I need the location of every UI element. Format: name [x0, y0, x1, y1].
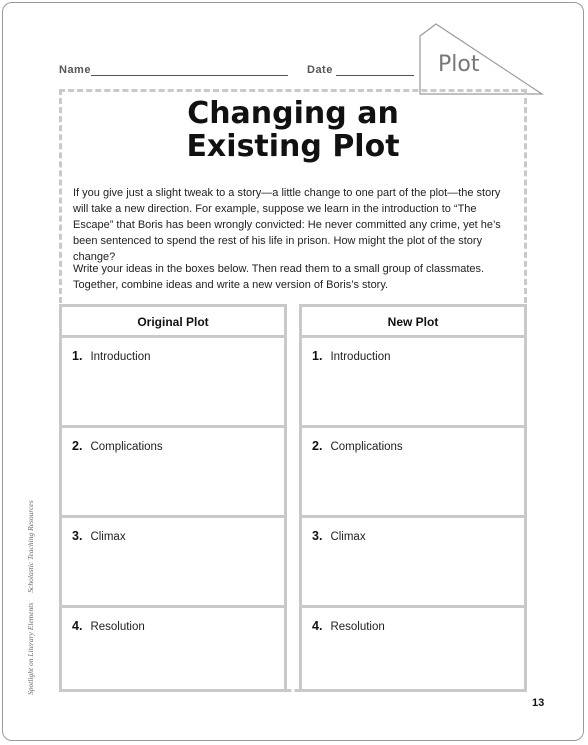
original-complications-box[interactable]	[62, 428, 284, 518]
new-plot-column	[299, 304, 527, 692]
name-label: Name	[59, 64, 91, 76]
title-line-1: Changing an	[187, 96, 399, 131]
row-label: Climax	[330, 531, 366, 543]
row-label: Complications	[330, 441, 403, 453]
new-complications-box[interactable]	[302, 428, 524, 518]
original-climax-box[interactable]	[62, 518, 284, 608]
page-title	[60, 97, 526, 163]
row-number: 3.	[312, 529, 323, 543]
row-label: Climax	[90, 531, 126, 543]
original-plot-header: Original Plot	[62, 307, 284, 338]
row-number: 1.	[312, 349, 323, 363]
plot-tab-label: Plot	[438, 52, 480, 77]
page-number: 13	[532, 697, 545, 709]
plot-tab-shape	[418, 22, 544, 96]
original-introduction-box[interactable]	[62, 338, 284, 428]
credit-book-title: Spotlight on Literary Elements	[26, 602, 35, 695]
row-number: 1.	[72, 349, 83, 363]
new-resolution-box[interactable]	[302, 608, 524, 698]
row-number: 4.	[312, 619, 323, 633]
row-label: Resolution	[330, 621, 385, 633]
intro-paragraph: If you give just a slight tweak to a story—a little change to one part of the plot—the story will take a new direction. For example, suppose we learn in the introduction to “The Escape” that Boris has been wrongly convicted: He never committed any crime, yet he’s been sentenced to spend the rest of his life in prison. How might the plot of the story change?	[73, 187, 501, 263]
name-field[interactable]	[91, 75, 288, 76]
new-introduction-box[interactable]	[302, 338, 524, 428]
row-label: Introduction	[90, 351, 151, 363]
row-number: 3.	[72, 529, 83, 543]
instructions-paragraph: Write your ideas in the boxes below. Then read them to a small group of classmates. Together, combine ideas and write a new version of Boris’s story.	[73, 263, 485, 291]
row-number: 2.	[72, 439, 83, 453]
row-label: Introduction	[330, 351, 391, 363]
credit-publisher: Scholastic Teaching Resources	[26, 500, 35, 593]
row-label: Resolution	[90, 621, 145, 633]
new-plot-header: New Plot	[302, 307, 524, 338]
row-label: Complications	[90, 441, 163, 453]
original-plot-column	[59, 304, 287, 692]
new-climax-box[interactable]	[302, 518, 524, 608]
date-label: Date	[307, 64, 333, 76]
side-credit	[26, 500, 35, 695]
date-field[interactable]	[336, 75, 414, 76]
plot-table	[59, 304, 527, 692]
original-resolution-box[interactable]	[62, 608, 284, 698]
title-line-2: Existing Plot	[186, 129, 400, 164]
row-number: 2.	[312, 439, 323, 453]
row-number: 4.	[72, 619, 83, 633]
